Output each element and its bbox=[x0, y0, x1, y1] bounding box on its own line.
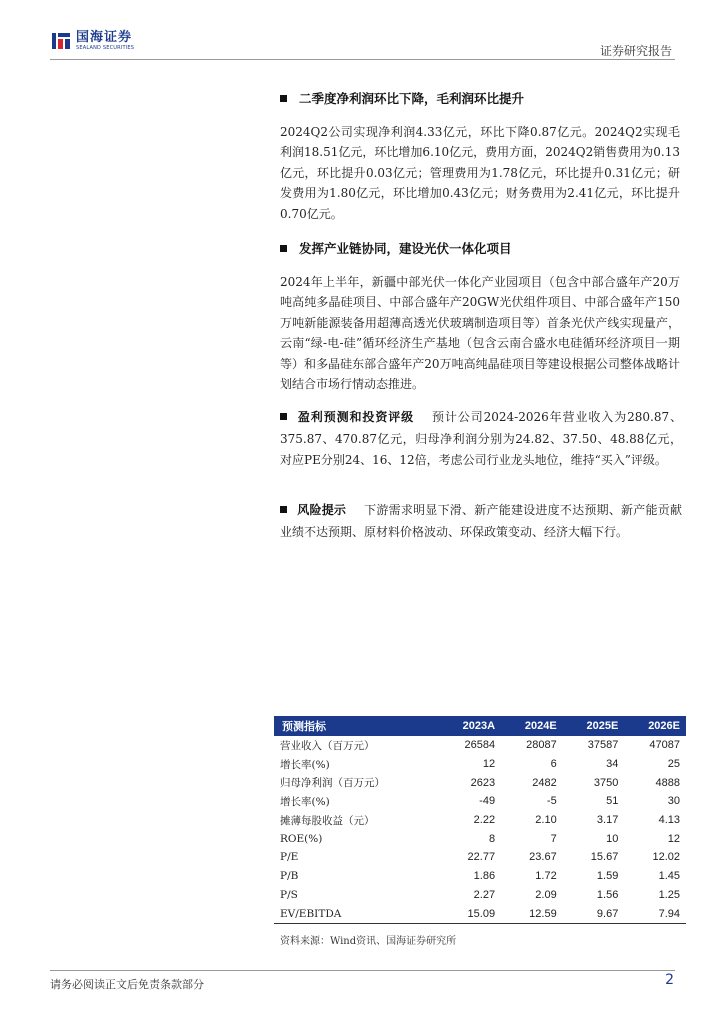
table-cell: 4888 bbox=[655, 776, 680, 789]
table-cell: 15.09 bbox=[439, 904, 501, 923]
table-cell: 28087 bbox=[526, 739, 557, 752]
table-row bbox=[274, 848, 686, 867]
table-cell: 7.94 bbox=[624, 904, 686, 923]
table-row-label: 摊薄每股收益（元） bbox=[280, 814, 375, 827]
table-cell: 3.17 bbox=[596, 814, 619, 827]
table-row bbox=[274, 829, 686, 848]
table-cell: 8 bbox=[488, 832, 496, 845]
table-cell: -5 bbox=[546, 795, 557, 808]
square-bullet-icon bbox=[280, 95, 287, 102]
table-row-label: P/E bbox=[280, 851, 299, 864]
table-cell: 12 bbox=[667, 832, 680, 845]
section-heading-text: 二季度净利润环比下降，毛利润环比提升 bbox=[299, 91, 525, 106]
table-cell: 1.59 bbox=[596, 870, 619, 883]
table-cell: 12.59 bbox=[501, 904, 563, 923]
paragraph-chain: 2024年上半年，新疆中部光伏一体化产业园项目（包含中部合盛年产20万吨高纯多晶硅项目、中部合盛年产20GW光伏组件项目、中部合盛年产150万吨新能源装备用超薄高透光伏玻璃制造项目等）首条光伏产线实现量产，云南“绿-电-硅”循环经济生产基地（包含云南合盛水电硅循环经济项目一期等）和多晶硅东部合盛年产20万吨高纯晶硅项目等建设根据公司整体战略计划结合市场行情动态推进。 bbox=[280, 275, 680, 392]
forecast-label: 盈利预测和投资评级 bbox=[297, 410, 415, 424]
table-row bbox=[274, 773, 686, 792]
table-cell: 1.72 bbox=[535, 870, 557, 883]
table-cell: 10 bbox=[606, 832, 619, 845]
table-cell: 4.13 bbox=[658, 814, 680, 827]
table-row-label: P/B bbox=[280, 870, 299, 883]
table-cell: 37587 bbox=[587, 739, 619, 752]
square-bullet-icon bbox=[280, 506, 287, 513]
risk-label: 风险提示 bbox=[297, 503, 347, 517]
company-logo bbox=[50, 30, 134, 52]
table-cell: 2.10 bbox=[535, 814, 557, 827]
page-header bbox=[0, 0, 724, 60]
table-row bbox=[274, 792, 686, 811]
footer-disclaimer: 请务必阅读正文后免责条款部分 bbox=[50, 978, 204, 991]
table-row bbox=[274, 736, 686, 755]
forecast-table bbox=[274, 716, 686, 924]
table-cell: 1.56 bbox=[596, 888, 619, 901]
table-cell: -49 bbox=[479, 795, 496, 808]
table-cell: 51 bbox=[606, 795, 619, 808]
table-cell: 6 bbox=[550, 758, 557, 771]
table-cell: 12 bbox=[482, 758, 496, 771]
table-header-cell: 2024E bbox=[501, 716, 563, 736]
table-row-label: 营业收入（百万元） bbox=[280, 739, 375, 752]
table-row bbox=[274, 811, 686, 830]
table-cell: 26584 bbox=[464, 739, 496, 752]
table-cell: 1.25 bbox=[658, 888, 680, 901]
table-cell: 1.45 bbox=[658, 870, 680, 883]
table-source-note: 资料来源：Wind资讯、国海证券研究所 bbox=[280, 936, 457, 947]
square-bullet-icon bbox=[280, 245, 287, 252]
logo-icon bbox=[50, 30, 72, 52]
table-cell: 23.67 bbox=[529, 851, 557, 864]
table-header-cell: 2023A bbox=[439, 716, 501, 736]
table-row-label: ROE(%) bbox=[280, 832, 323, 845]
logo-text-en: SEALAND SECURITIES bbox=[76, 45, 135, 51]
table-row bbox=[274, 904, 686, 923]
table-row-label: EV/EBITDA bbox=[274, 904, 439, 923]
page-number: 2 bbox=[665, 972, 674, 988]
header-divider bbox=[50, 59, 675, 60]
table-cell: 9.67 bbox=[563, 904, 625, 923]
table-cell: 7 bbox=[550, 832, 557, 845]
logo-text-cn: 国海证券 bbox=[76, 30, 133, 45]
forecast-item bbox=[280, 407, 682, 472]
table-cell: 2.09 bbox=[535, 888, 557, 901]
table-row-label: 归母净利润（百万元） bbox=[280, 777, 385, 790]
risk-text: 下游需求明显下滑、新产能建设进度不达预期、新产能贡献业绩不达预期、原材料价格波动、环保政策变动、经济大幅下行。 bbox=[280, 503, 682, 539]
document-type: 证券研究报告 bbox=[599, 44, 672, 58]
table-header-cell: 预测指标 bbox=[274, 716, 439, 736]
table-cell: 2.22 bbox=[473, 814, 496, 827]
table-cell: 25 bbox=[667, 758, 680, 771]
table-cell: 15.67 bbox=[590, 851, 619, 864]
table-cell: 2482 bbox=[532, 776, 557, 789]
table-cell: 22.77 bbox=[467, 851, 496, 864]
table-row-label: 增长率(%) bbox=[280, 795, 330, 808]
table-row-label: P/S bbox=[280, 888, 298, 901]
risk-item bbox=[280, 500, 682, 543]
table-header-cell: 2025E bbox=[563, 716, 625, 736]
table-cell: 30 bbox=[667, 795, 680, 808]
table-row bbox=[274, 755, 686, 774]
table-cell: 47087 bbox=[649, 739, 680, 752]
table-cell: 12.02 bbox=[652, 851, 680, 864]
section-heading-text: 发挥产业链协同，建设光伏一体化项目 bbox=[299, 241, 512, 256]
forecast-text: 预计公司2024-2026年营业收入为280.87、375.87、470.87亿元，归母净利润分别为24.82、37.50、48.88亿元，对应PE分别24、16、12倍，考虑公司行业龙头地位，维持“买入”评级。 bbox=[280, 410, 682, 467]
table-cell: 3750 bbox=[593, 776, 619, 789]
table-cell: 34 bbox=[606, 758, 619, 771]
table-row-label: 增长率(%) bbox=[280, 758, 330, 771]
square-bullet-icon bbox=[280, 413, 287, 420]
table-cell: 2.27 bbox=[473, 888, 496, 901]
table-row bbox=[274, 886, 686, 905]
table-cell: 2623 bbox=[470, 776, 496, 789]
paragraph-q2: 2024Q2公司实现净利润4.33亿元，环比下降0.87亿元。2024Q2实现毛利润18.51亿元，环比增加6.10亿元，费用方面，2024Q2销售费用为0.13亿元，环比提升0.03亿元；管理费用为1.78亿元，环比提升0.31亿元；研发费用为1.80亿元，环比增加0.43亿元；财务费用为2.41亿元，环比提升0.70亿元。 bbox=[280, 125, 680, 221]
section-heading-q2 bbox=[280, 89, 524, 107]
table-header-cell: 2026E bbox=[624, 716, 686, 736]
table-row bbox=[274, 867, 686, 886]
table-header-row bbox=[274, 716, 686, 736]
section-heading-chain bbox=[280, 239, 512, 257]
table-cell: 1.86 bbox=[473, 870, 496, 883]
footer-divider bbox=[50, 970, 675, 971]
